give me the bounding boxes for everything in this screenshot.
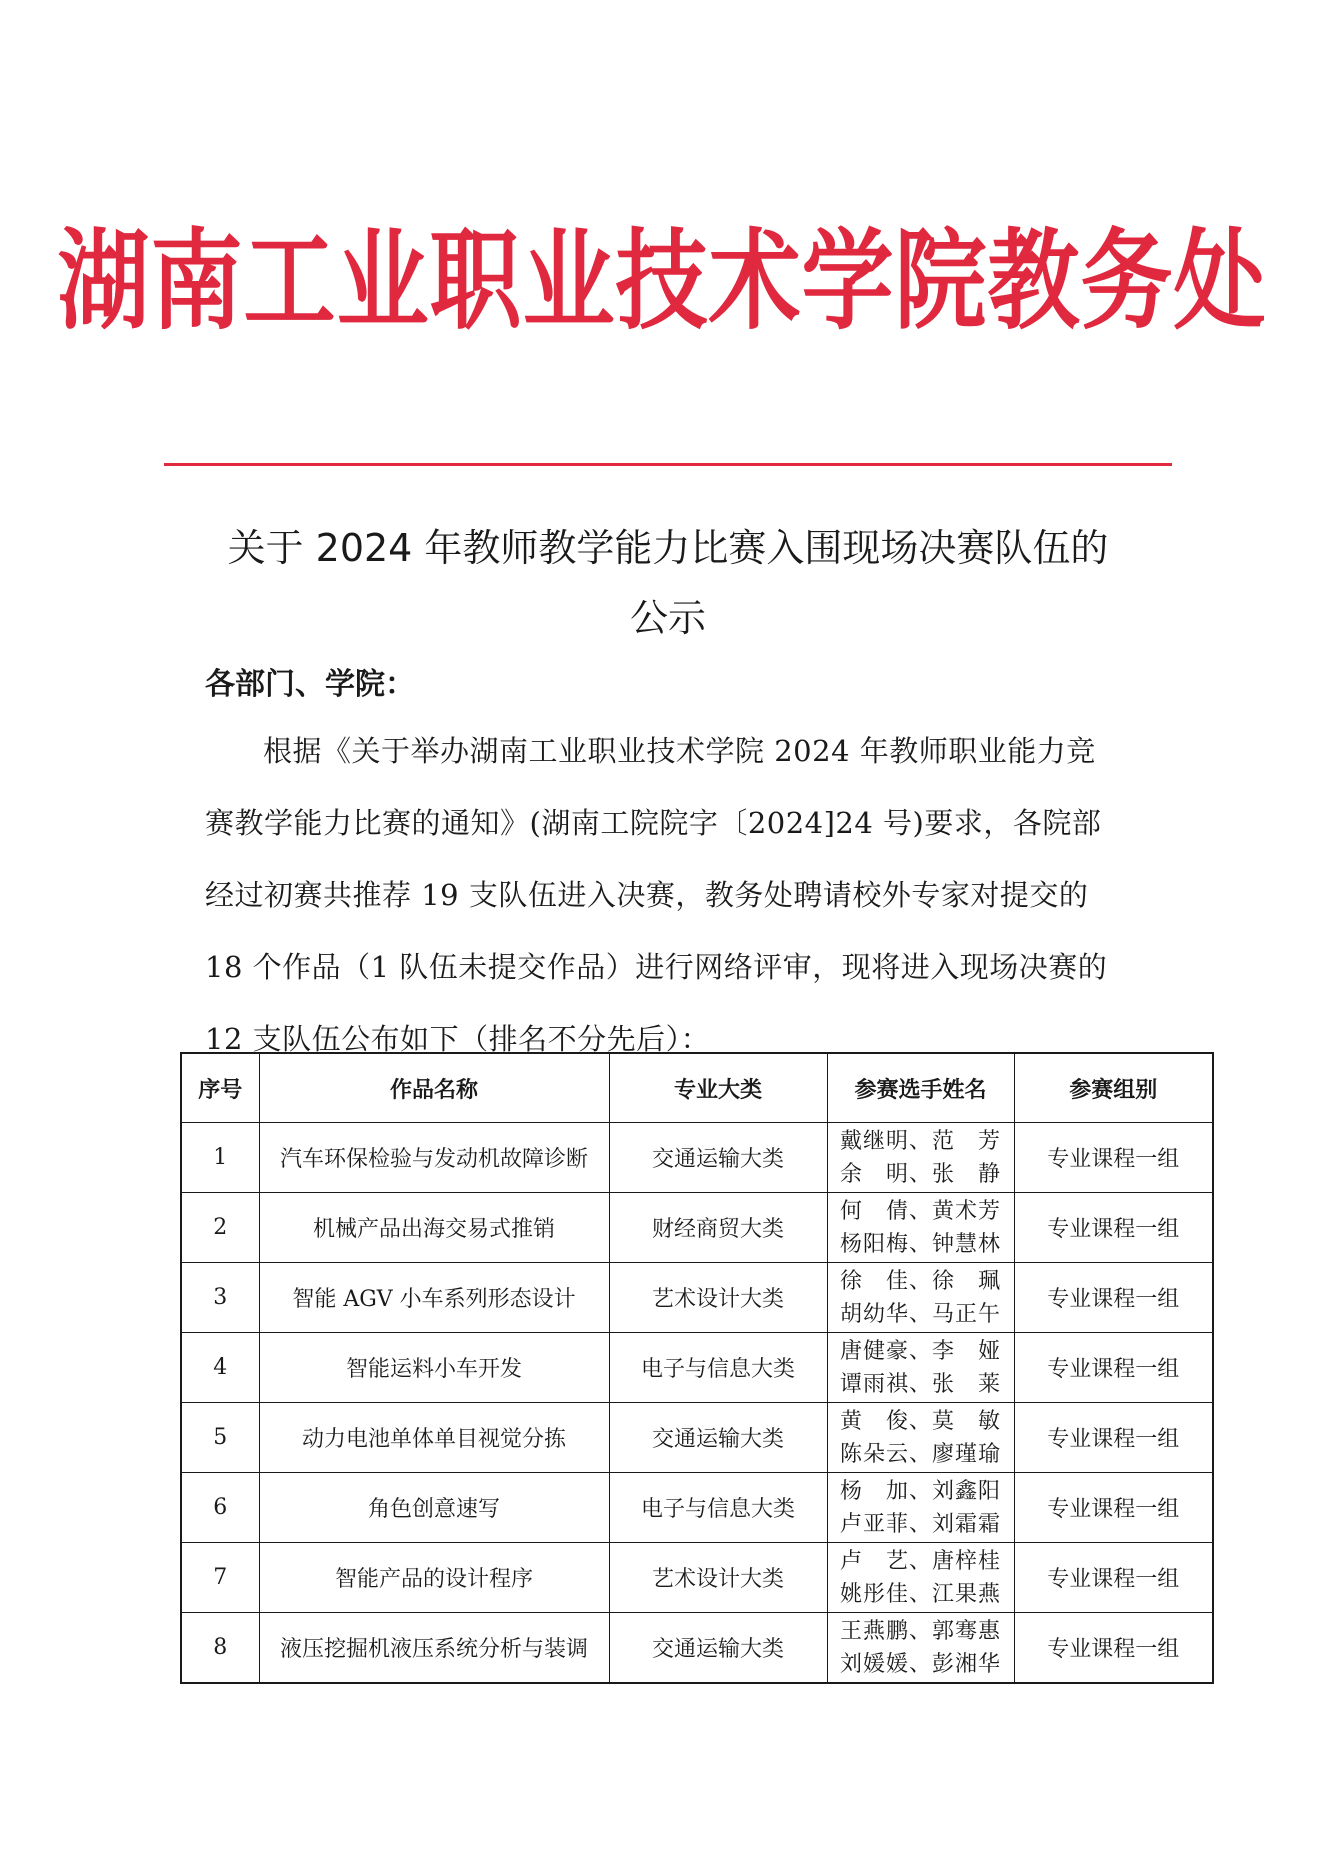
cell-names — [827, 1333, 1014, 1403]
cell-work: 机械产品出海交易式推销 — [259, 1193, 609, 1263]
header-no: 序号 — [181, 1053, 259, 1123]
cell-category: 交通运输大类 — [609, 1403, 827, 1473]
cell-work: 液压挖掘机液压系统分析与装调 — [259, 1613, 609, 1684]
cell-category: 艺术设计大类 — [609, 1543, 827, 1613]
document-title — [164, 513, 1172, 653]
table-header-row — [181, 1053, 1213, 1123]
header-names: 参赛选手姓名 — [827, 1053, 1014, 1123]
cell-group: 专业课程一组 — [1014, 1123, 1213, 1193]
table-row — [181, 1543, 1213, 1613]
cell-work: 动力电池单体单目视觉分拣 — [259, 1403, 609, 1473]
names-line-2: 胡幼华、马正午 — [839, 1301, 1001, 1327]
body-line-4: 18 个作品（1 队伍未提交作品）进行网络评审，现将进入现场决赛的 — [205, 950, 1108, 984]
cell-no: 7 — [181, 1543, 259, 1613]
names-line-1: 杨 加、刘鑫阳 — [839, 1478, 1001, 1504]
names-line-2: 陈朵云、廖瑾瑜 — [839, 1441, 1001, 1467]
cell-names — [827, 1543, 1014, 1613]
cell-group: 专业课程一组 — [1014, 1403, 1213, 1473]
cell-work: 智能 AGV 小车系列形态设计 — [259, 1263, 609, 1333]
cell-no: 2 — [181, 1193, 259, 1263]
cell-category: 电子与信息大类 — [609, 1333, 827, 1403]
cell-names — [827, 1193, 1014, 1263]
names-line-2: 卢亚菲、刘霜霜 — [839, 1511, 1001, 1537]
cell-group: 专业课程一组 — [1014, 1473, 1213, 1543]
cell-names — [827, 1473, 1014, 1543]
names-line-1: 何 倩、黄术芳 — [839, 1198, 1001, 1224]
names-line-2: 余 明、张 静 — [839, 1161, 1001, 1187]
names-line-1: 唐健豪、李 娅 — [839, 1338, 1001, 1364]
table-row — [181, 1263, 1213, 1333]
cell-names — [827, 1263, 1014, 1333]
names-line-2: 谭雨祺、张 莱 — [839, 1371, 1001, 1397]
body-line-3: 经过初赛共推荐 19 支队伍进入决赛，教务处聘请校外专家对提交的 — [205, 878, 1089, 912]
names-line-1: 王燕鹏、郭骞惠 — [839, 1618, 1001, 1644]
cell-no: 1 — [181, 1123, 259, 1193]
letterhead-divider — [164, 463, 1172, 466]
document-title-line-1: 关于 2024 年教师教学能力比赛入围现场决赛队伍的 — [227, 526, 1109, 570]
cell-work: 智能产品的设计程序 — [259, 1543, 609, 1613]
cell-names — [827, 1403, 1014, 1473]
header-group: 参赛组别 — [1014, 1053, 1213, 1123]
cell-category: 艺术设计大类 — [609, 1263, 827, 1333]
table-row — [181, 1333, 1213, 1403]
finalist-table — [180, 1052, 1214, 1684]
names-line-2: 杨阳梅、钟慧林 — [839, 1231, 1001, 1257]
cell-category: 交通运输大类 — [609, 1613, 827, 1684]
cell-category: 交通运输大类 — [609, 1123, 827, 1193]
cell-work: 汽车环保检验与发动机故障诊断 — [259, 1123, 609, 1193]
table-row — [181, 1123, 1213, 1193]
table-row — [181, 1473, 1213, 1543]
cell-no: 4 — [181, 1333, 259, 1403]
document-title-line-2: 公示 — [629, 596, 706, 640]
salutation: 各部门、学院： — [205, 667, 415, 702]
body-paragraph — [205, 715, 1125, 1075]
cell-names — [827, 1613, 1014, 1684]
cell-group: 专业课程一组 — [1014, 1613, 1213, 1684]
cell-group: 专业课程一组 — [1014, 1193, 1213, 1263]
cell-work: 智能运料小车开发 — [259, 1333, 609, 1403]
letterhead-title: 湖南工业职业技术学院教务处 — [57, 217, 1267, 345]
names-line-1: 卢 艺、唐梓桂 — [839, 1548, 1001, 1574]
header-category: 专业大类 — [609, 1053, 827, 1123]
cell-work: 角色创意速写 — [259, 1473, 609, 1543]
cell-no: 5 — [181, 1403, 259, 1473]
names-line-2: 刘媛媛、彭湘华 — [839, 1651, 1001, 1677]
names-line-2: 姚彤佳、江果燕 — [839, 1581, 1001, 1607]
table-row — [181, 1403, 1213, 1473]
cell-no: 8 — [181, 1613, 259, 1684]
cell-group: 专业课程一组 — [1014, 1263, 1213, 1333]
cell-category: 财经商贸大类 — [609, 1193, 827, 1263]
body-line-2: 赛教学能力比赛的通知》(湖南工院院字〔2024]24 号)要求，各院部 — [205, 806, 1102, 840]
header-work: 作品名称 — [259, 1053, 609, 1123]
table-row — [181, 1613, 1213, 1684]
cell-no: 3 — [181, 1263, 259, 1333]
body-line-5: 12 支队伍公布如下（排名不分先后）： — [205, 1022, 711, 1056]
cell-names — [827, 1123, 1014, 1193]
names-line-1: 徐 佳、徐 珮 — [839, 1268, 1001, 1294]
names-line-1: 黄 俊、莫 敏 — [839, 1408, 1001, 1434]
cell-category: 电子与信息大类 — [609, 1473, 827, 1543]
cell-no: 6 — [181, 1473, 259, 1543]
names-line-1: 戴继明、范 芳 — [839, 1128, 1001, 1154]
body-line-1: 根据《关于举办湖南工业职业技术学院 2024 年教师职业能力竞 — [263, 734, 1096, 768]
cell-group: 专业课程一组 — [1014, 1543, 1213, 1613]
table-row — [181, 1193, 1213, 1263]
cell-group: 专业课程一组 — [1014, 1333, 1213, 1403]
